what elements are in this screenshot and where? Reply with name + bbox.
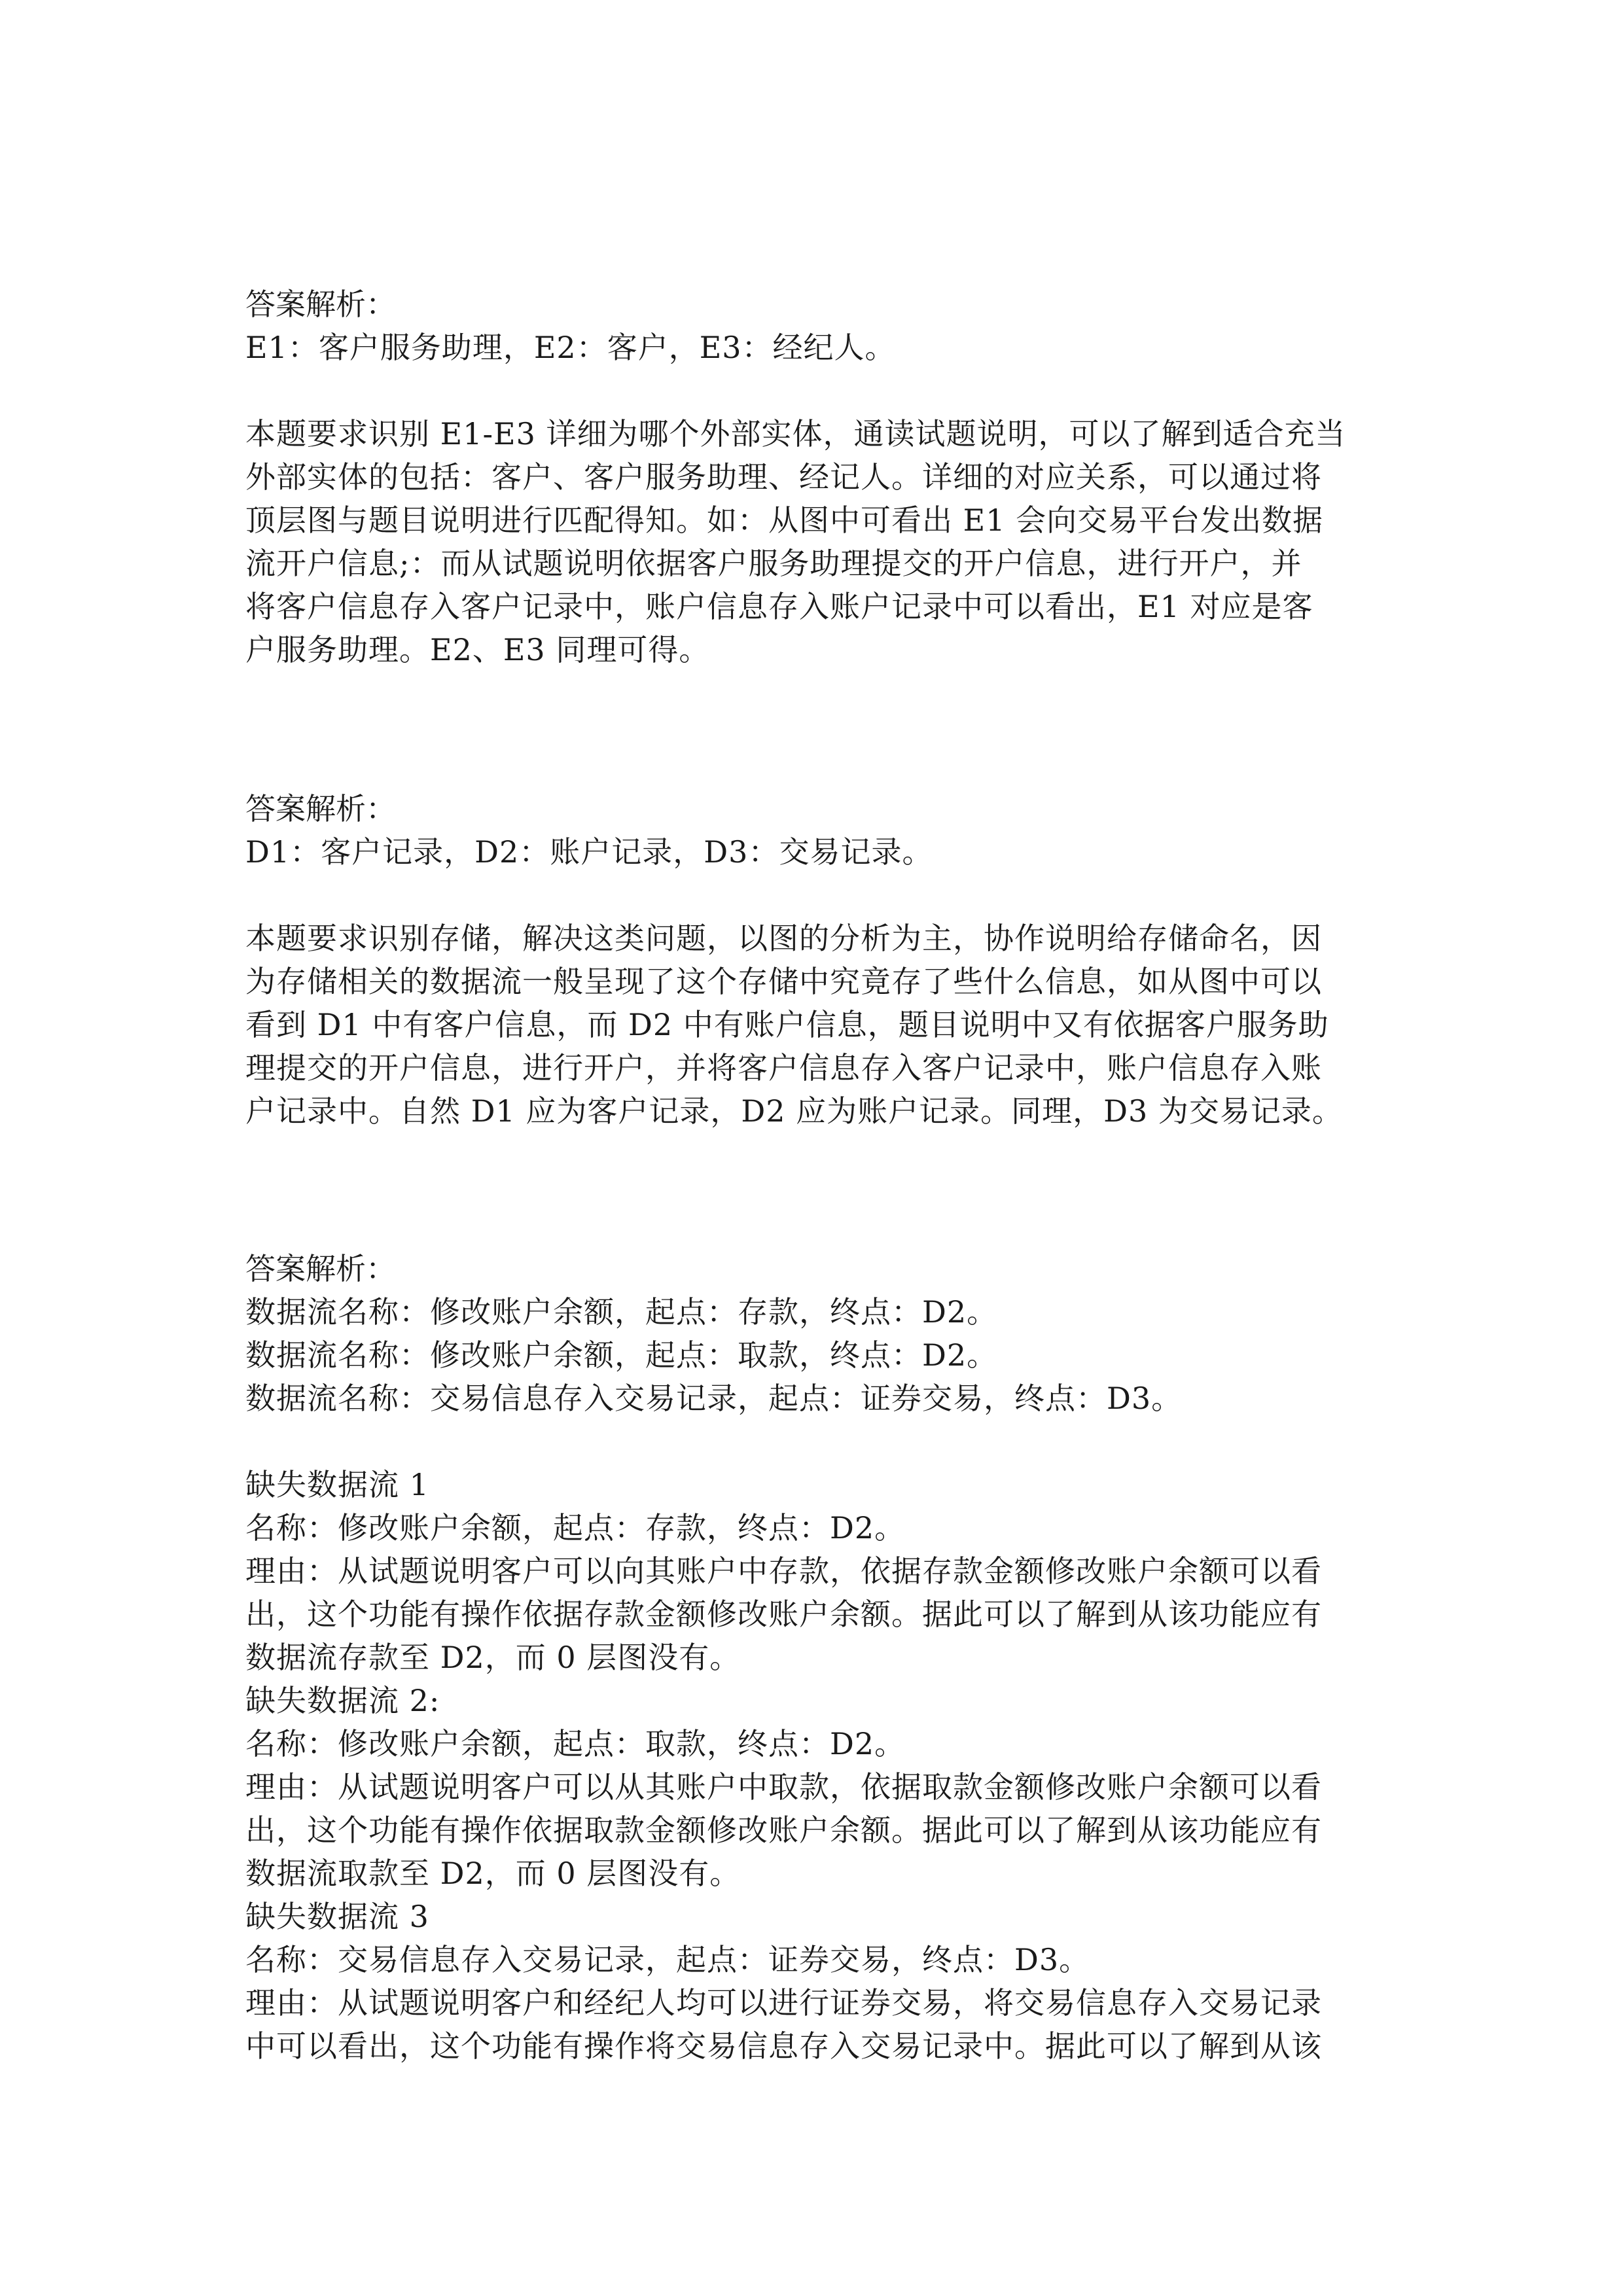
answer-section-2 [245, 787, 1397, 1133]
missing-flow-title: 缺失数据流 1 [245, 1467, 429, 1502]
explanation-paragraph [245, 917, 1397, 1133]
paragraph-line: 理提交的开户信息，进行开户，并将客户信息存入客户记录中，账户信息存入账 [245, 1050, 1322, 1086]
answer-section-3 [245, 1247, 1397, 2068]
reason-line: 理由：从试题说明客户可以向其账户中存款，依据存款金额修改账户余额可以看 [245, 1553, 1322, 1589]
data-flow-line: 数据流名称：修改账户余额，起点：取款，终点：D2。 [245, 1337, 998, 1373]
section-heading: 答案解析： [245, 791, 396, 826]
paragraph-gap [245, 369, 1397, 412]
paragraph-line: 本题要求识别 E1-E3 详细为哪个外部实体，通读试题说明，可以了解到适合充当 [245, 416, 1346, 451]
reason-line: 出，这个功能有操作依据取款金额修改账户余额。据此可以了解到从该功能应有 [245, 1812, 1322, 1848]
section-heading: 答案解析： [245, 287, 396, 322]
reason-line: 数据流取款至 D2，而 0 层图没有。 [245, 1856, 741, 1891]
missing-flow-title: 缺失数据流 2: [245, 1683, 440, 1718]
paragraph-line: 户记录中。自然 D1 应为客户记录，D2 应为账户记录。同理，D3 为交易记录。 [245, 1093, 1343, 1129]
paragraph-line: 本题要求识别存储，解决这类问题，以图的分析为主，协作说明给存储命名，因 [245, 921, 1322, 956]
reason-line: 数据流存款至 D2，而 0 层图没有。 [245, 1640, 741, 1675]
section-heading: 答案解析： [245, 1251, 396, 1286]
paragraph-line: 顶层图与题目说明进行匹配得知。如：从图中可看出 E1 会向交易平台发出数据 [245, 503, 1324, 538]
reason-line: 理由：从试题说明客户可以从其账户中取款，依据取款金额修改账户余额可以看 [245, 1769, 1322, 1805]
explanation-paragraph [245, 412, 1397, 671]
missing-flow-name: 名称：交易信息存入交易记录，起点：证券交易，终点：D3。 [245, 1942, 1090, 1977]
data-flow-line: 数据流名称：修改账户余额，起点：存款，终点：D2。 [245, 1294, 998, 1330]
paragraph-line: 外部实体的包括：客户、客户服务助理、经记人。详细的对应关系，可以通过将 [245, 459, 1322, 495]
missing-flow-name: 名称：修改账户余额，起点：存款，终点：D2。 [245, 1510, 906, 1545]
paragraph-line: 看到 D1 中有客户信息，而 D2 中有账户信息，题目说明中又有依据客户服务助 [245, 1007, 1329, 1042]
paragraph-line: 户服务助理。E2、E3 同理可得。 [245, 632, 710, 667]
data-flow-list [245, 1290, 1397, 1420]
data-flow-line: 数据流名称：交易信息存入交易记录，起点：证券交易，终点：D3。 [245, 1381, 1183, 1416]
reason-line: 出，这个功能有操作依据存款金额修改账户余额。据此可以了解到从该功能应有 [245, 1597, 1322, 1632]
paragraph-line: 为存储相关的数据流一般呈现了这个存储中究竟存了些什么信息，如从图中可以 [245, 964, 1322, 999]
paragraph-gap [245, 1420, 1397, 1463]
paragraph-line: 流开户信息;：而从试题说明依据客户服务助理提交的开户信息，进行开户，并 [245, 546, 1302, 581]
paragraph-gap [245, 874, 1397, 917]
answer-section-1 [245, 283, 1397, 671]
answer-line: D1：客户记录，D2：账户记录，D3：交易记录。 [245, 834, 933, 870]
reason-line: 中可以看出，这个功能有操作将交易信息存入交易记录中。据此可以了解到从该 [245, 2028, 1322, 2064]
missing-flow-1 [245, 1463, 1397, 1679]
missing-flow-title: 缺失数据流 3 [245, 1899, 429, 1934]
paragraph-line: 将客户信息存入客户记录中，账户信息存入账户记录中可以看出，E1 对应是客 [245, 589, 1313, 624]
reason-line: 理由：从试题说明客户和经纪人均可以进行证券交易，将交易信息存入交易记录 [245, 1985, 1322, 2021]
missing-flow-2 [245, 1679, 1397, 1895]
missing-flow-3 [245, 1895, 1397, 2068]
missing-flow-name: 名称：修改账户余额，起点：取款，终点：D2。 [245, 1726, 906, 1761]
answer-line: E1：客户服务助理，E2：客户，E3：经纪人。 [245, 330, 896, 365]
